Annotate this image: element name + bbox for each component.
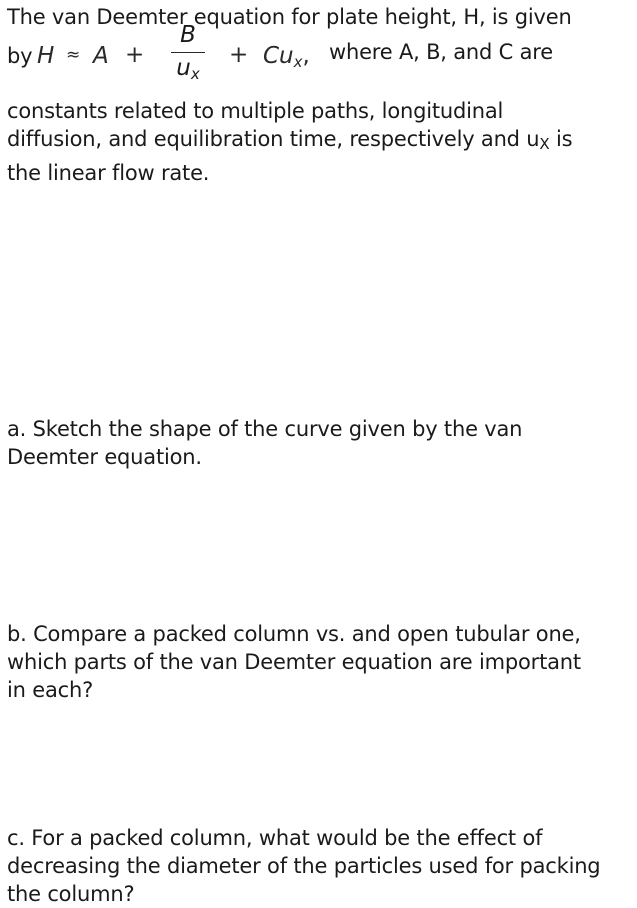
eq-plus-1: + bbox=[125, 42, 145, 68]
question-b-line-1: b. Compare a packed column vs. and open tubular one, bbox=[7, 622, 581, 646]
eq-fraction-numerator: B bbox=[180, 22, 196, 48]
question-a-line-1: a. Sketch the shape of the curve given by the van bbox=[7, 417, 523, 441]
eq-cu: Cu bbox=[263, 43, 294, 69]
eq-h: H bbox=[37, 43, 55, 69]
intro-continued bbox=[7, 97, 633, 187]
intro-line-4-end: is bbox=[549, 127, 573, 151]
eq-fraction bbox=[165, 22, 211, 83]
intro-line-3: constants related to multiple paths, longitudinal bbox=[7, 99, 504, 123]
eq-fraction-bar bbox=[171, 52, 205, 53]
eq-c-sub: x bbox=[293, 53, 303, 71]
intro-line-4-sub: X bbox=[539, 135, 550, 153]
question-c-line-1: c. For a packed column, what would be the effect of bbox=[7, 826, 543, 850]
eq-den-sub: x bbox=[190, 65, 200, 83]
question-b-line-2: which parts of the van Deemter equation are important bbox=[7, 650, 581, 674]
where-text: where A, B, and C are bbox=[329, 40, 553, 64]
question-b-line-3: in each? bbox=[7, 678, 94, 702]
eq-c-term bbox=[263, 43, 310, 69]
question-c-line-3: the column? bbox=[7, 882, 135, 906]
intro-line-1: The van Deemter equation for plate height, H, is given bbox=[7, 5, 572, 29]
question-c bbox=[7, 824, 633, 908]
by-label: by bbox=[7, 44, 33, 68]
intro-line-4 bbox=[7, 125, 633, 155]
eq-comma: , bbox=[302, 43, 310, 69]
intro-line-5: the linear flow rate. bbox=[7, 161, 210, 185]
question-c-line-2: decreasing the diameter of the particles used for packing bbox=[7, 854, 601, 878]
eq-a: A bbox=[93, 43, 109, 69]
intro-line-4-text: diffusion, and equilibration time, respectively and u bbox=[7, 127, 540, 151]
eq-plus-2: + bbox=[229, 42, 249, 68]
eq-den-u: u bbox=[176, 55, 191, 81]
question-b bbox=[7, 620, 633, 704]
eq-approx: ≈ bbox=[66, 45, 81, 65]
question-a bbox=[7, 415, 633, 471]
eq-fraction-denominator bbox=[165, 55, 211, 83]
intro-paragraph bbox=[7, 3, 633, 31]
question-a-line-2: Deemter equation. bbox=[7, 445, 202, 469]
